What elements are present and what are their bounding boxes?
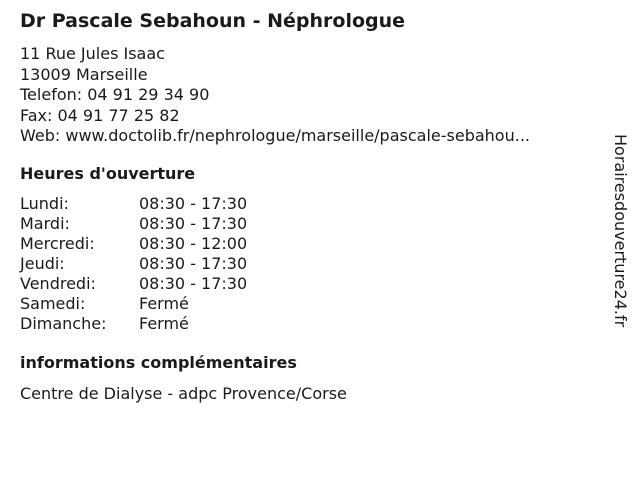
opening-hours-heading: Heures d'ouverture (20, 164, 196, 183)
hours-time: 08:30 - 17:30 (139, 194, 248, 213)
hours-row-mardi (20, 214, 247, 234)
hours-day: Dimanche: (20, 314, 107, 333)
hours-row-vendredi (20, 274, 247, 294)
hours-day: Samedi: (20, 294, 86, 313)
hours-day: Mercredi: (20, 234, 95, 253)
hours-row-mercredi (20, 234, 247, 254)
hours-time: Fermé (139, 314, 189, 333)
address-block (20, 44, 530, 147)
hours-day: Vendredi: (20, 274, 96, 293)
address-street: 11 Rue Jules Isaac (20, 44, 165, 63)
hours-row-jeudi (20, 254, 247, 274)
opening-hours-table (20, 194, 247, 334)
address-city: 13009 Marseille (20, 64, 148, 84)
hours-time: 08:30 - 17:30 (139, 254, 248, 273)
fax-number: Fax: 04 91 77 25 82 (20, 105, 180, 125)
page-title: Dr Pascale Sebahoun - Néphrologue (20, 10, 406, 32)
hours-time: Fermé (139, 294, 189, 313)
hours-time: 08:30 - 17:30 (139, 214, 248, 233)
hours-time: 08:30 - 12:00 (139, 234, 248, 253)
website-link[interactable]: Web: www.doctolib.fr/nephrologue/marseille/pascale-sebahou... (20, 126, 530, 145)
site-watermark: Horairesdouverture24.fr (611, 134, 630, 328)
hours-row-samedi (20, 294, 247, 314)
additional-info-heading: informations complémentaires (20, 353, 297, 372)
additional-info-text: Centre de Dialyse - adpc Provence/Corse (20, 384, 347, 403)
hours-day: Jeudi: (20, 254, 65, 273)
hours-row-lundi (20, 194, 247, 214)
hours-day: Mardi: (20, 214, 70, 233)
hours-day: Lundi: (20, 194, 69, 213)
phone-number[interactable]: Telefon: 04 91 29 34 90 (20, 85, 210, 104)
hours-time: 08:30 - 17:30 (139, 274, 248, 293)
hours-row-dimanche (20, 314, 247, 334)
